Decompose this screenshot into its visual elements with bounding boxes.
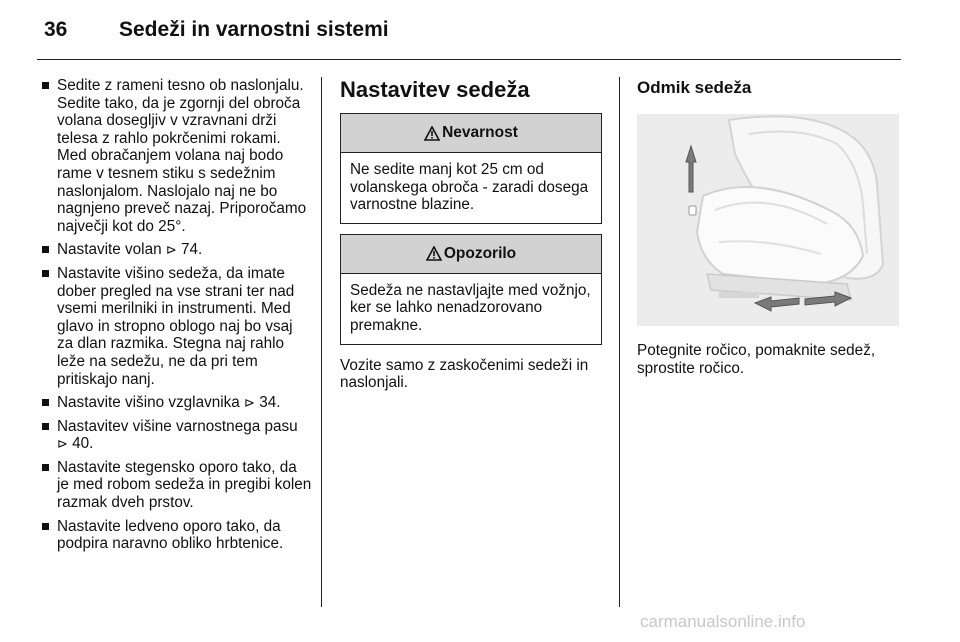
page-reference[interactable]: 34. xyxy=(259,394,281,412)
list-item: Nastavite višino vzglavnika ⊳ 34. xyxy=(40,394,312,412)
danger-box-header xyxy=(341,114,601,153)
section-title: Nastavitev sedeža xyxy=(340,77,530,102)
list-item: Nastavitev višine varnostnega pasu ⊳ 40. xyxy=(40,418,312,453)
watermark: carmanualsonline.info xyxy=(640,612,806,631)
column-seat-position xyxy=(637,77,902,377)
body-paragraph: Vozite samo z zaskočenimi sedeži in naslonjali. xyxy=(340,356,589,392)
warning-box-header xyxy=(341,235,601,274)
warning-label: Opozorilo xyxy=(443,244,517,262)
column-divider-2 xyxy=(619,77,620,607)
figure-caption: Potegnite ročico, pomaknite sedež, sprostite ročico. xyxy=(637,342,876,377)
warning-triangle-icon xyxy=(424,126,440,141)
reference-arrow-icon: ⊳ xyxy=(57,436,68,452)
warning-text: Sedeža ne nastavljajte med vožnjo, ker se lahko nenadzorovano premakne. xyxy=(350,281,591,334)
warning-triangle-icon xyxy=(426,246,442,261)
reference-arrow-icon: ⊳ xyxy=(244,395,255,411)
header-divider xyxy=(37,59,901,60)
column-divider-1 xyxy=(321,77,322,607)
danger-label: Nevarnost xyxy=(442,124,518,142)
instruction-list xyxy=(40,77,312,553)
list-item: Nastavite ledveno oporo tako, da podpira naravno obliko hrbtenice. xyxy=(40,518,312,553)
seat-illustration xyxy=(637,114,899,326)
page-title: Sedeži in varnostni sistemi xyxy=(119,18,389,41)
danger-box xyxy=(340,113,602,224)
section-title: Odmik sedeža xyxy=(637,78,752,97)
list-item: Nastavite volan ⊳ 74. xyxy=(40,241,312,259)
list-item: Nastavite stegensko oporo tako, da je med robom sedeža in pregibi kolen razmak dveh prstov. xyxy=(40,459,312,512)
column-instructions xyxy=(40,77,312,559)
page-reference[interactable]: 74. xyxy=(181,241,203,259)
page-reference[interactable]: 40. xyxy=(72,435,94,453)
list-item: Nastavite višino sedeža, da imate dober pregled na vse strani ter nad vsemi merilniki in instrumenti. Med glavo in stropno oblogo naj bo vsaj za dlan razmika. Stegna naj rahlo leže na sedežu, ne da pri tem pritiskajo nanj. xyxy=(40,265,312,388)
danger-text: Ne sedite manj kot 25 cm od volanskega obroča - zaradi dosega varnostne blazine. xyxy=(350,161,589,214)
list-item: Sedite z rameni tesno ob naslonjalu. Sedite tako, da je zgornji del obroča volana dosegljiv v vzravnani drži telesa z rahlo pokrčenimi rokami. Med obračanjem volana naj bodo rame v tesnem stiku s sedežnim naslonjalom. Naslojalo naj ne bo nagnjeno preveč nazaj. Priporočamo največji kot do 25°. xyxy=(40,77,312,235)
warning-box xyxy=(340,234,602,345)
reference-arrow-icon: ⊳ xyxy=(165,242,177,258)
column-seat-adjustment xyxy=(340,77,602,392)
page-header xyxy=(44,18,914,46)
page-number: 36 xyxy=(44,18,68,41)
